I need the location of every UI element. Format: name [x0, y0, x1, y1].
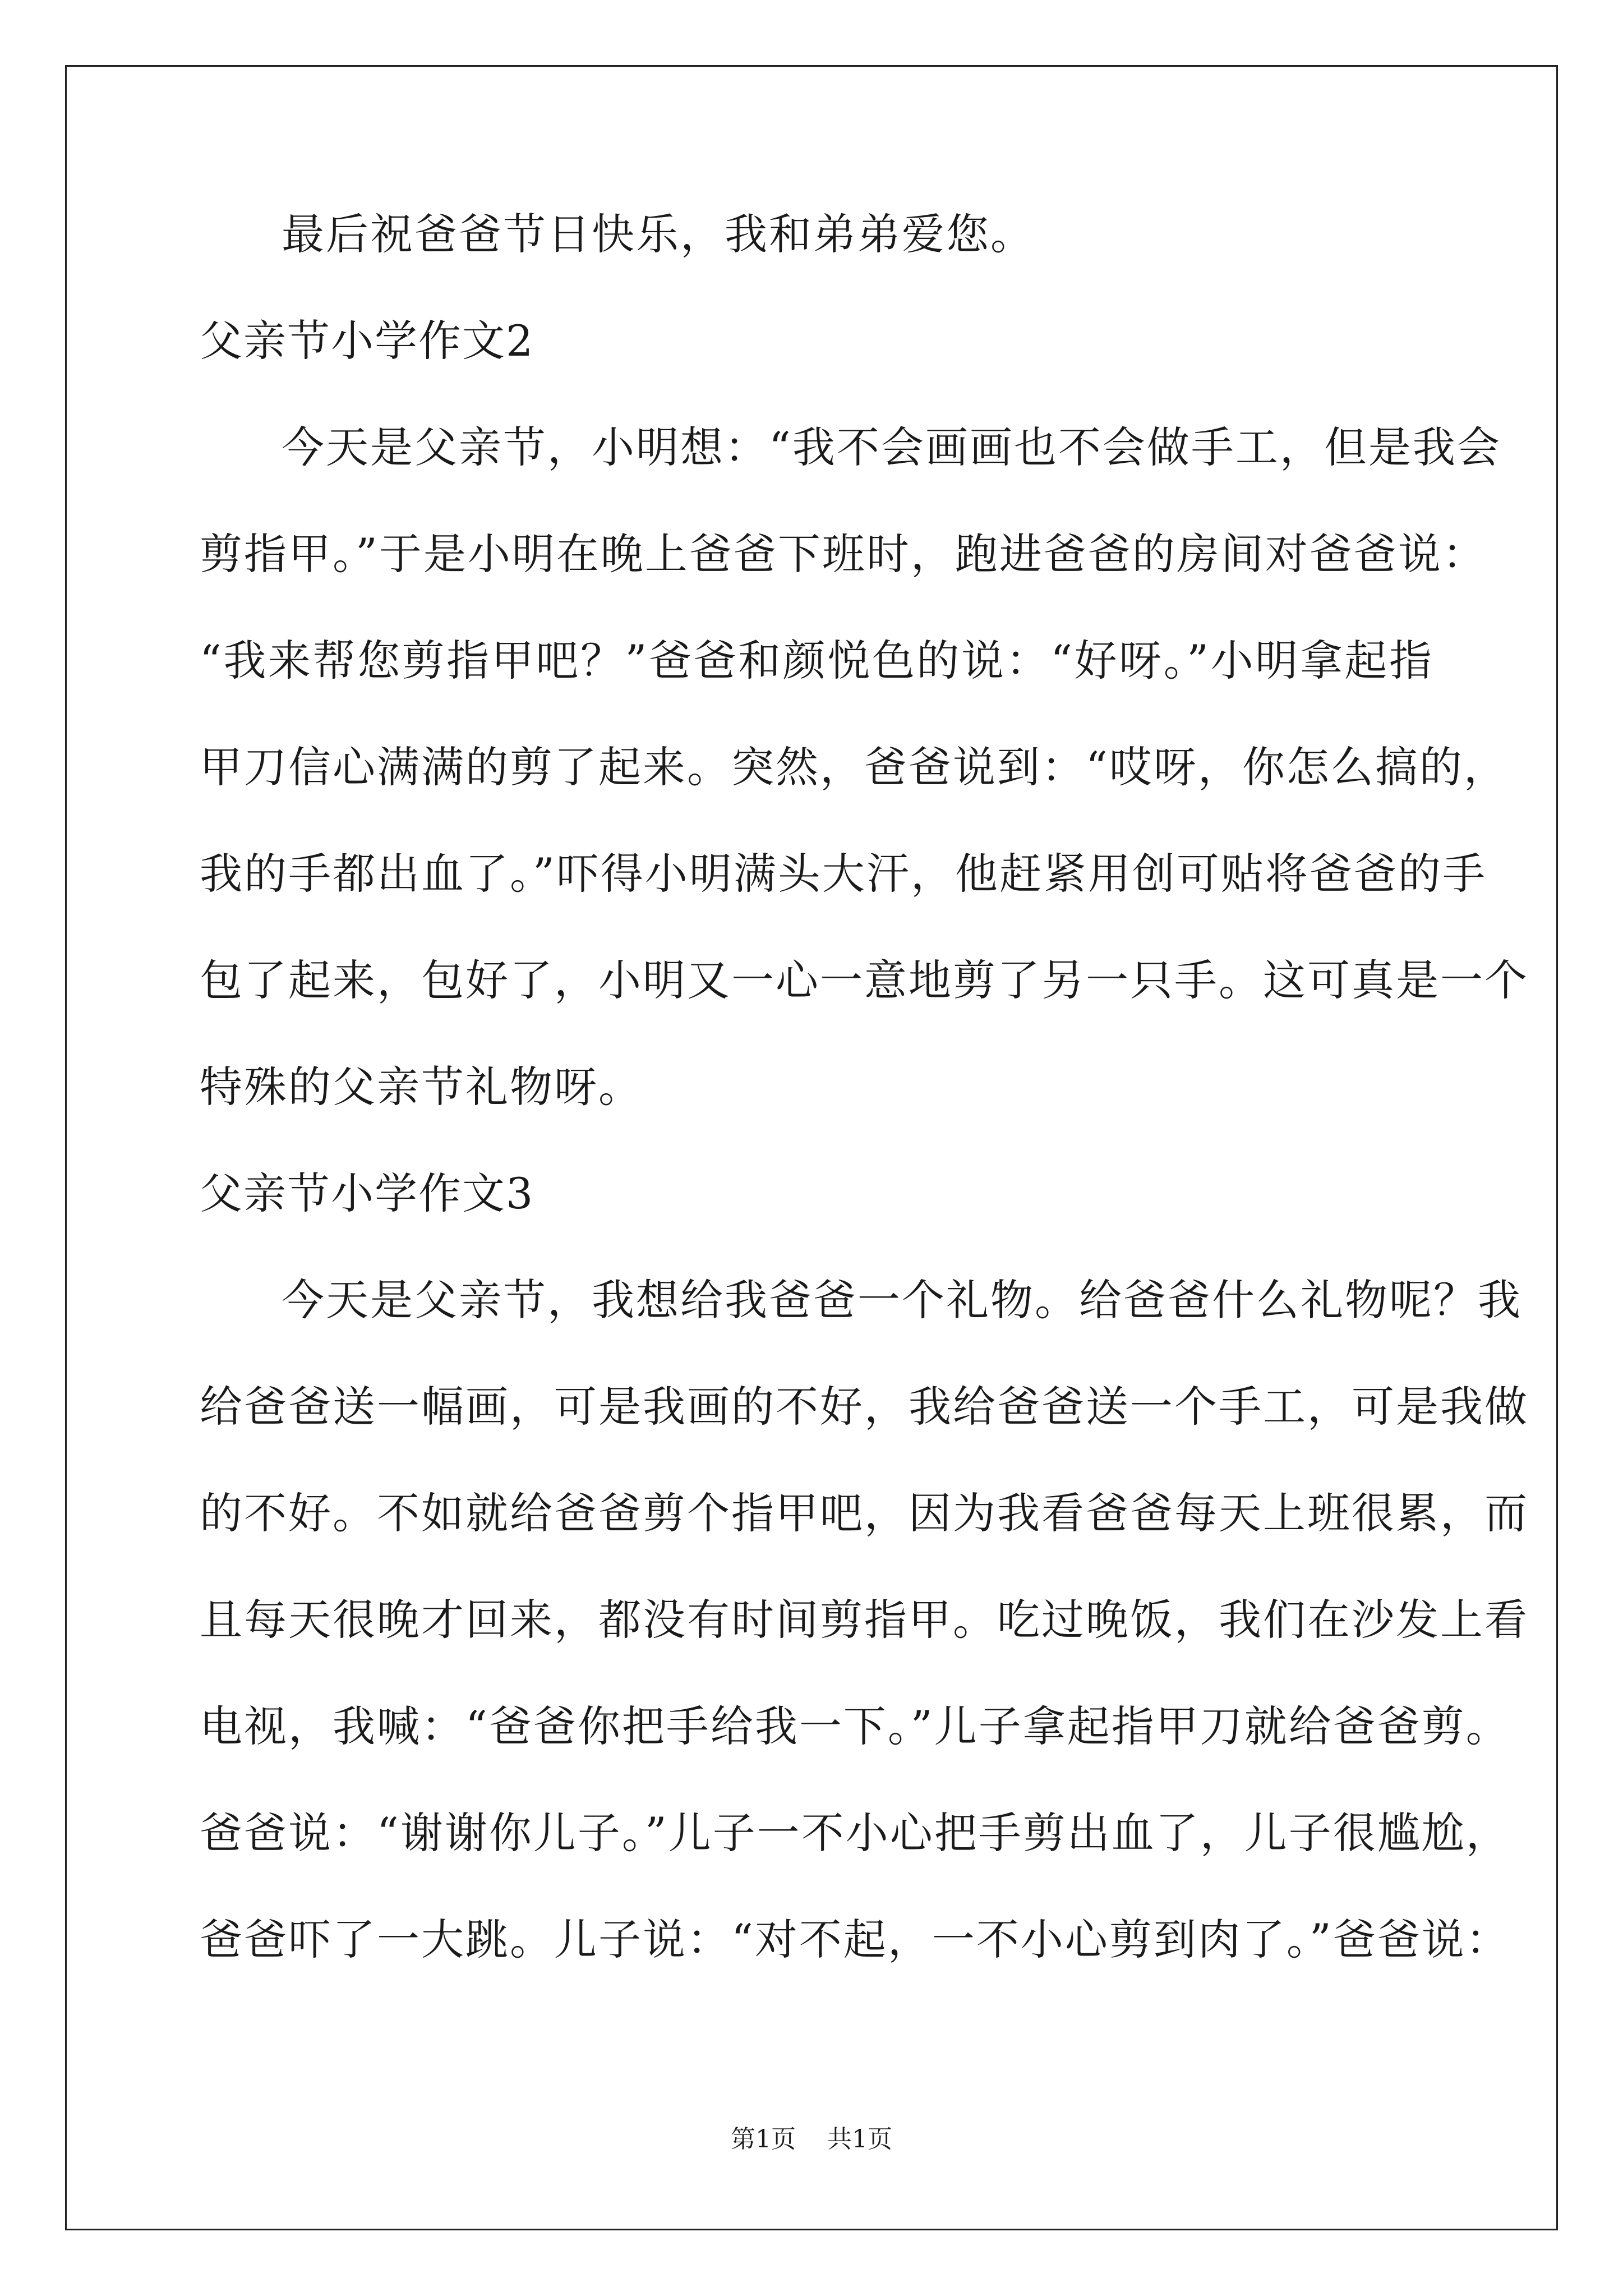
paragraph-line: 今天是父亲节，小明想：“我不会画画也不会做手工，但是我会: [282, 422, 1501, 472]
paragraph-line: 给爸爸送一幅画，可是我画的不好，我给爸爸送一个手工，可是我做: [200, 1382, 1529, 1432]
page-total: 共1页: [827, 2125, 892, 2154]
section-heading-essay-2: 父亲节小学作文2: [200, 316, 534, 366]
paragraph-line: 电视，我喊：“爸爸你把手给我一下。”儿子拿起指甲刀就给爸爸剪。: [200, 1701, 1510, 1751]
paragraph-line: 的不好。不如就给爸爸剪个指甲吧，因为我看爸爸每天上班很累，而: [200, 1488, 1529, 1538]
page-number: 第1页: [731, 2125, 796, 2154]
paragraph-line: “我来帮您剪指甲吧？”爸爸和颜悦色的说：“好呀。”小明拿起指: [200, 636, 1433, 685]
paragraph-line: 且每天很晚才回来，都没有时间剪指甲。吃过晚饭，我们在沙发上看: [200, 1595, 1529, 1645]
page-border: [65, 65, 1558, 2230]
paragraph-line: 甲刀信心满满的剪了起来。突然，爸爸说到：“哎呀，你怎么搞的，: [200, 742, 1508, 792]
paragraph-line: 爸爸说：“谢谢你儿子。”儿子一不小心把手剪出血了，儿子很尴尬，: [200, 1808, 1510, 1858]
paragraph-line: 我的手都出血了。”吓得小明满头大汗，他赶紧用创可贴将爸爸的手: [200, 849, 1487, 899]
section-heading-essay-3: 父亲节小学作文3: [200, 1168, 534, 1218]
paragraph-line: 剪指甲。”于是小明在晚上爸爸下班时，跑进爸爸的房间对爸爸说：: [200, 529, 1487, 579]
paragraph-line: 爸爸吓了一大跳。儿子说：“对不起，一不小心剪到肉了。”爸爸说：: [200, 1915, 1510, 1964]
paragraph-closing-line: 最后祝爸爸节日快乐，我和弟弟爱您。: [282, 209, 1035, 259]
paragraph-line: 特殊的父亲节礼物呀。: [200, 1062, 643, 1112]
page-footer: [0, 2124, 1623, 2155]
paragraph-line: 包了起来，包好了，小明又一心一意地剪了另一只手。这可真是一个: [200, 955, 1529, 1005]
paragraph-line: 今天是父亲节，我想给我爸爸一个礼物。给爸爸什么礼物呢？我: [282, 1275, 1522, 1325]
